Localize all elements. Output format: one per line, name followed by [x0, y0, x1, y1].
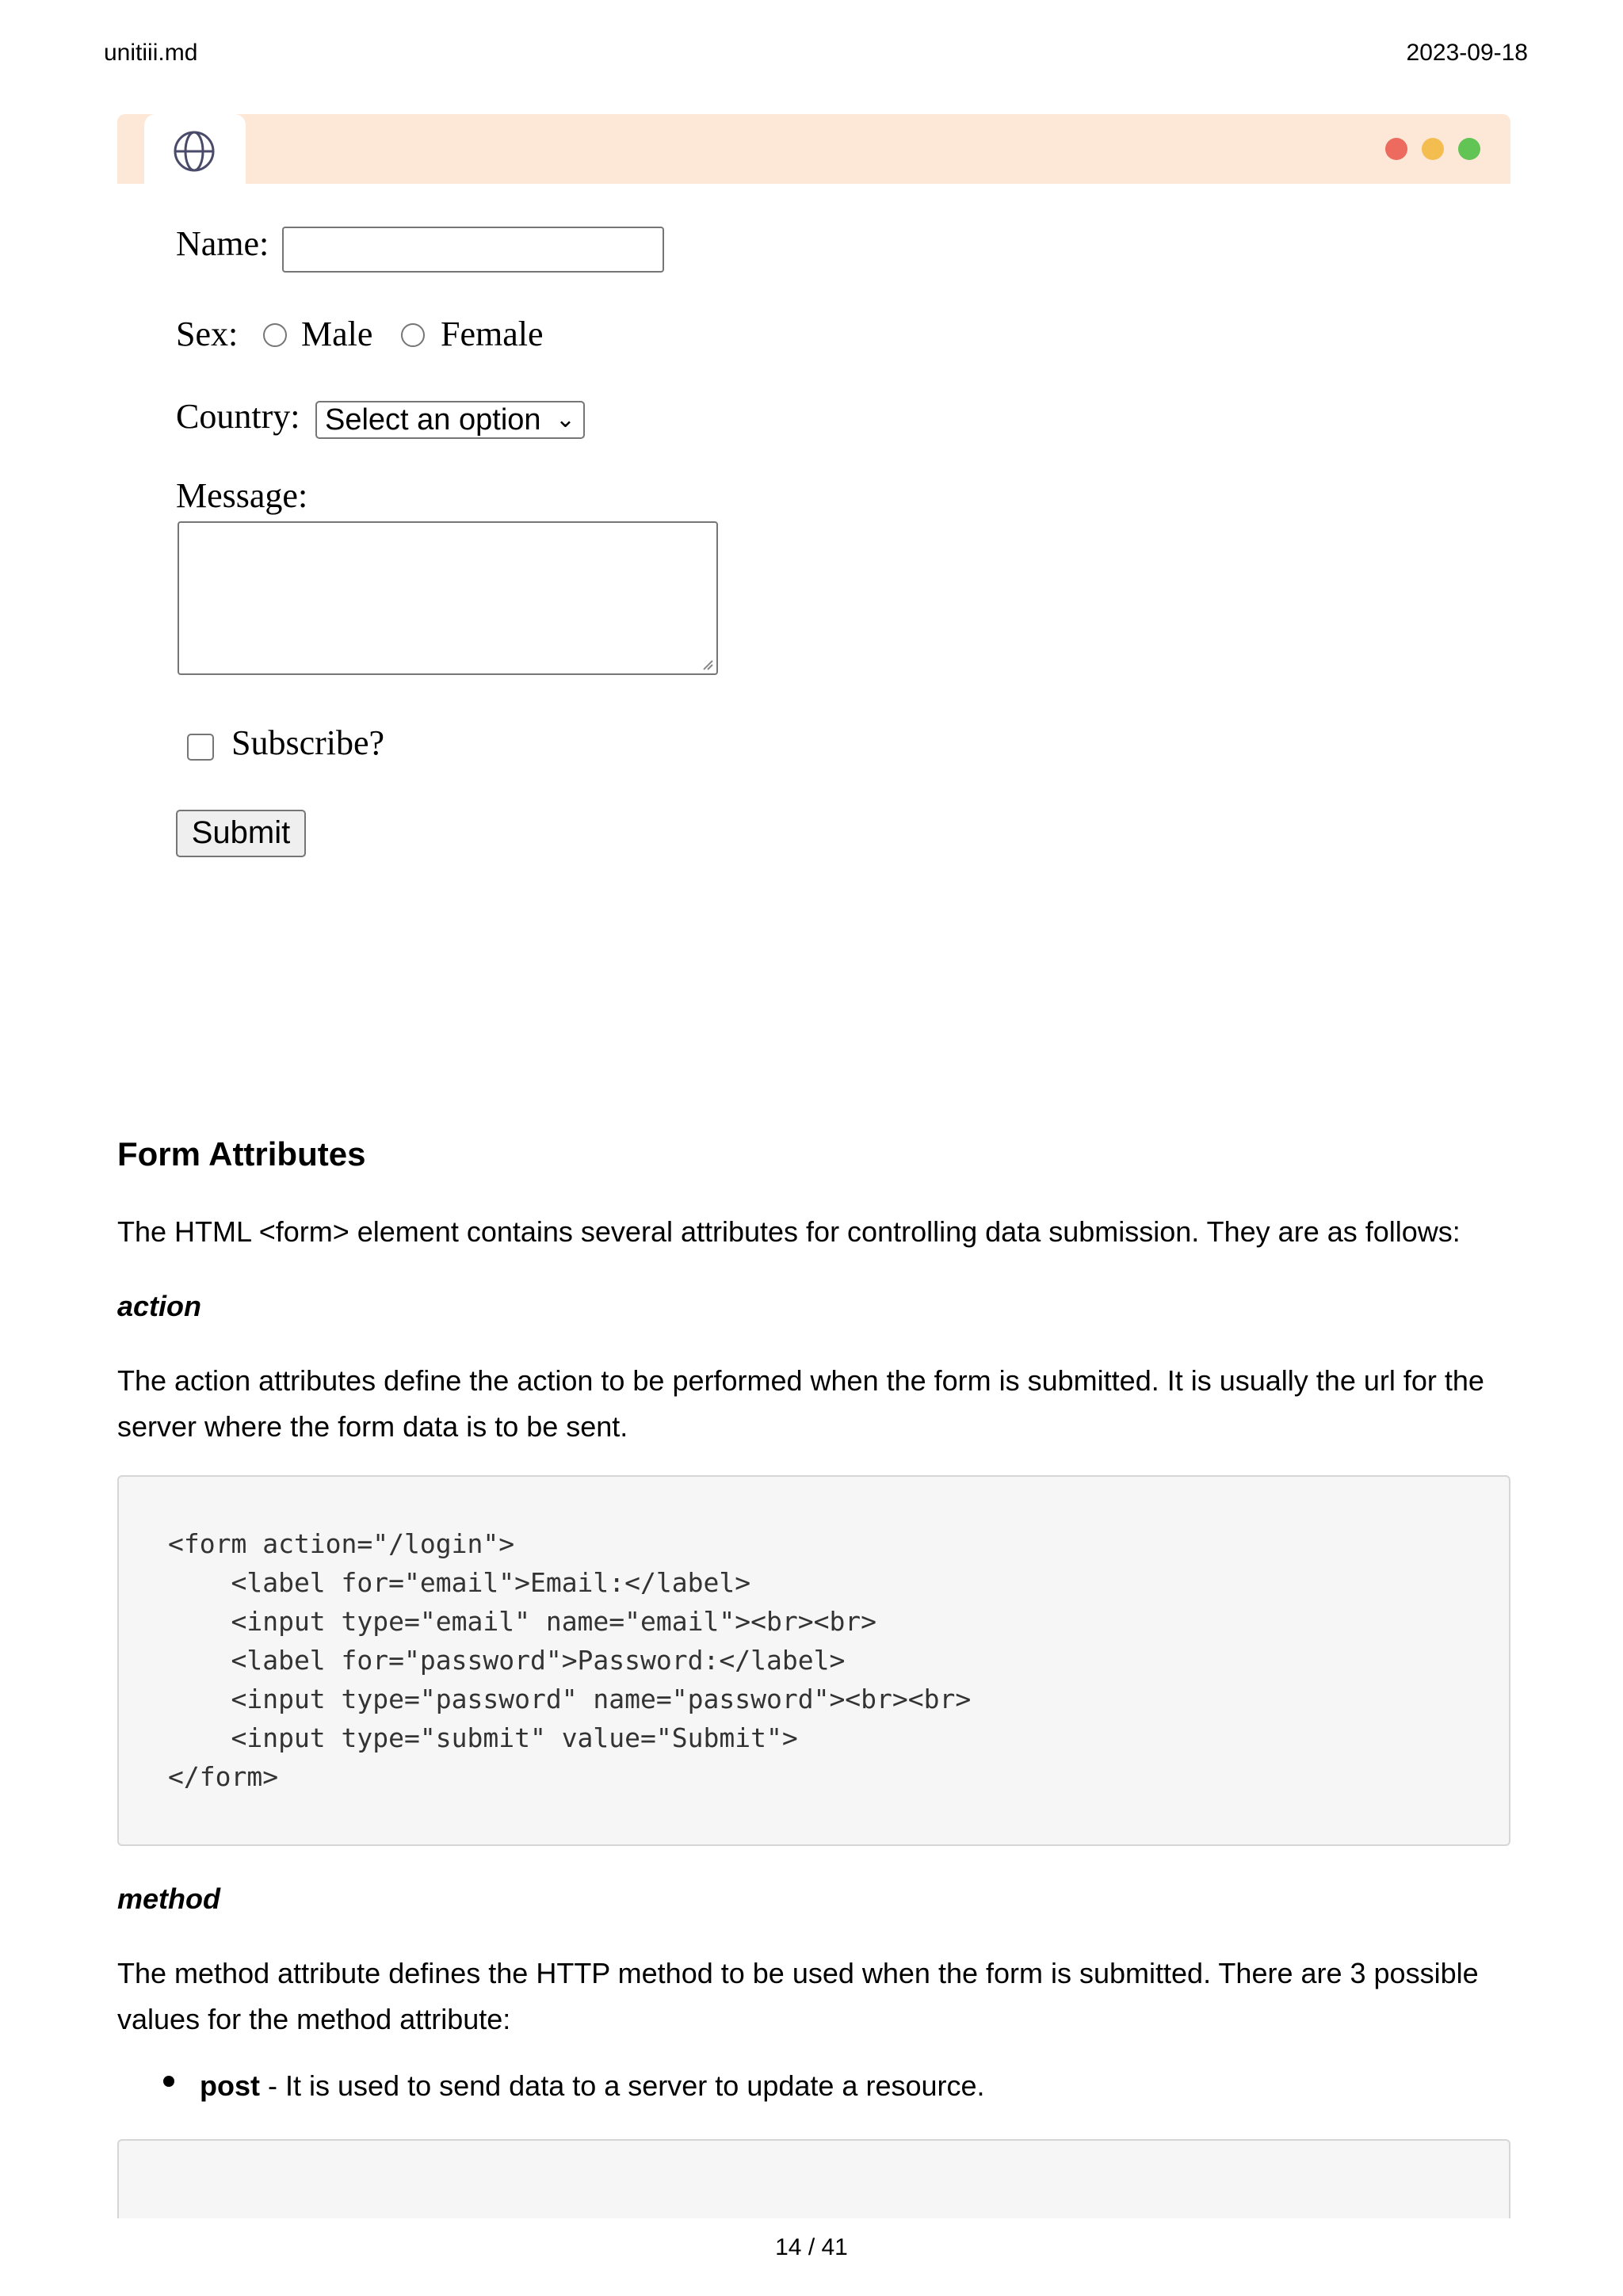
- method-heading: method: [117, 1882, 220, 1915]
- bullet-dot: [163, 2076, 174, 2087]
- country-select-value: Select an option: [325, 403, 541, 437]
- action-paragraph-line: server where the form data is to be sent.: [117, 1410, 628, 1443]
- male-radio[interactable]: [263, 323, 287, 347]
- submit-button[interactable]: Submit: [176, 810, 306, 857]
- window-maximize-dot[interactable]: [1458, 138, 1480, 160]
- browser-title-bar: [117, 114, 1510, 184]
- male-label: Male: [301, 315, 373, 353]
- window-minimize-dot[interactable]: [1422, 138, 1444, 160]
- country-label: Country:: [176, 397, 300, 436]
- subscribe-checkbox[interactable]: [187, 734, 214, 761]
- message-textarea[interactable]: [178, 521, 718, 675]
- list-item: [200, 2063, 1507, 2109]
- bullet-term: post: [200, 2069, 260, 2102]
- globe-icon: [173, 130, 216, 173]
- document-date: 2023-09-18: [1406, 40, 1528, 66]
- subscribe-label: Subscribe?: [231, 723, 385, 762]
- sex-label: Sex:: [176, 315, 239, 353]
- name-row: [176, 223, 269, 264]
- page-header: [104, 40, 1528, 71]
- code-text: <form action="/login"> <label for="email">Email:</label> <input type="email" name="email"><br><br> <label for="password">Password:</label> <input type="password" name="password"><br><br> <input type="submit" value="Submit"> </form>: [168, 1528, 972, 1792]
- chevron-down-icon: ⌄: [555, 406, 575, 433]
- document-filename: unitiii.md: [104, 40, 198, 66]
- name-label: Name:: [176, 224, 269, 263]
- page-number: 14 / 41: [775, 2234, 848, 2260]
- method-paragraph: [117, 1951, 1512, 2042]
- method-paragraph-line: values for the method attribute:: [117, 2003, 511, 2035]
- sex-row: [176, 314, 651, 361]
- method-paragraph-line: The method attribute defines the HTTP method to be used when the form is submitted. There are 3 possible: [117, 1957, 1479, 1989]
- intro-paragraph: The HTML <form> element contains several attributes for controlling data submission. They are as follows:: [117, 1215, 1461, 1248]
- country-row: [176, 396, 575, 437]
- code-block: [117, 1475, 1510, 1846]
- bullet-text: - It is used to send data to a server to update a resource.: [260, 2069, 985, 2102]
- resize-grip-icon[interactable]: [701, 658, 713, 670]
- action-heading: action: [117, 1290, 202, 1322]
- female-label: Female: [441, 315, 544, 353]
- action-paragraph: [117, 1358, 1512, 1450]
- form-attributes-heading: Form Attributes: [117, 1135, 366, 1173]
- message-label: Message:: [176, 476, 308, 515]
- section-heading: [117, 1131, 1512, 1177]
- code-block-continued: [117, 2139, 1510, 2218]
- female-radio[interactable]: [401, 323, 425, 347]
- name-input[interactable]: [282, 227, 664, 273]
- action-paragraph-line: The action attributes define the action to be performed when the form is submitted. It is usually the url for the: [117, 1364, 1484, 1397]
- window-close-dot[interactable]: [1385, 138, 1407, 160]
- country-select[interactable]: [315, 401, 585, 439]
- browser-tab: [144, 114, 246, 187]
